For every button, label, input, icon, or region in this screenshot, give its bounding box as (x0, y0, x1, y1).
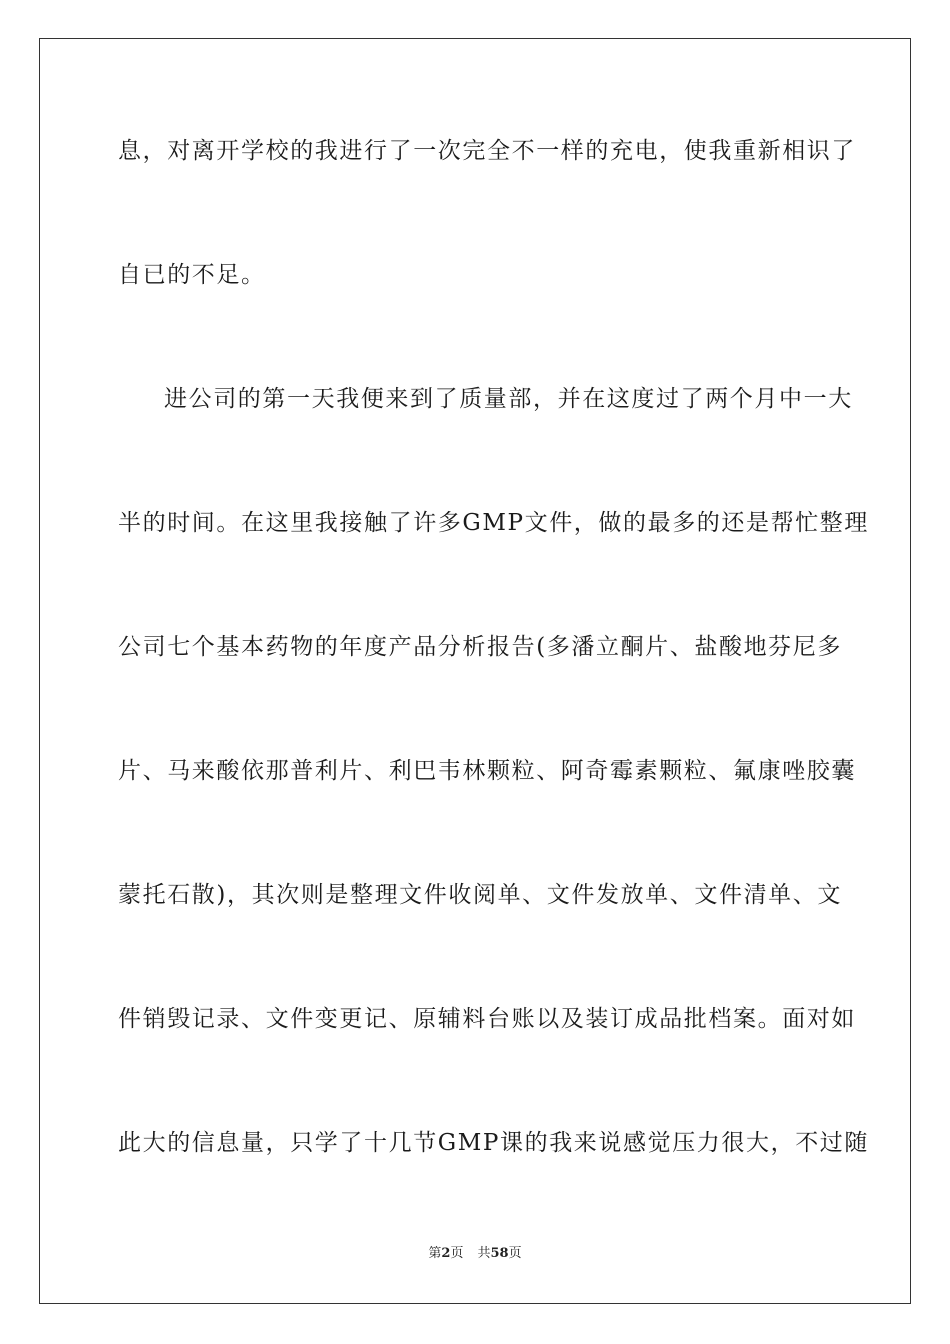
text-line-5: 公司七个基本药物的年度产品分析报告(多潘立酮片、盐酸地芬尼多 (118, 634, 842, 660)
text-line-7: 蒙托石散)，其次则是整理文件收阅单、文件发放单、文件清单、文 (118, 882, 842, 908)
page-number: 2 (441, 1246, 451, 1261)
page-frame (39, 38, 911, 1304)
text-line-9: 此大的信息量，只学了十几节GMP课的我来说感觉压力很大，不过随 (118, 1130, 869, 1156)
text-line-2: 自已的不足。 (118, 262, 266, 288)
total-suffix: 页 (508, 1246, 522, 1261)
text-line-8: 件销毁记录、文件变更记、原辅料台账以及装订成品批档案。面对如 (118, 1006, 856, 1032)
text-line-4: 半的时间。在这里我接触了许多GMP文件，做的最多的还是帮忙整理 (118, 510, 869, 536)
text-line-6: 片、马来酸依那普利片、利巴韦林颗粒、阿奇霉素颗粒、氟康唑胶囊 (118, 758, 856, 784)
page-prefix: 第 (428, 1246, 442, 1261)
text-line-3: 进公司的第一天我便来到了质量部，并在这度过了两个月中一大 (164, 386, 853, 412)
page-suffix: 页 (450, 1246, 464, 1261)
text-line-1: 息，对离开学校的我进行了一次完全不一样的充电，使我重新相识了 (118, 138, 856, 164)
page-footer (0, 1245, 950, 1263)
total-pages: 58 (490, 1246, 509, 1261)
total-prefix: 共 (477, 1246, 491, 1261)
